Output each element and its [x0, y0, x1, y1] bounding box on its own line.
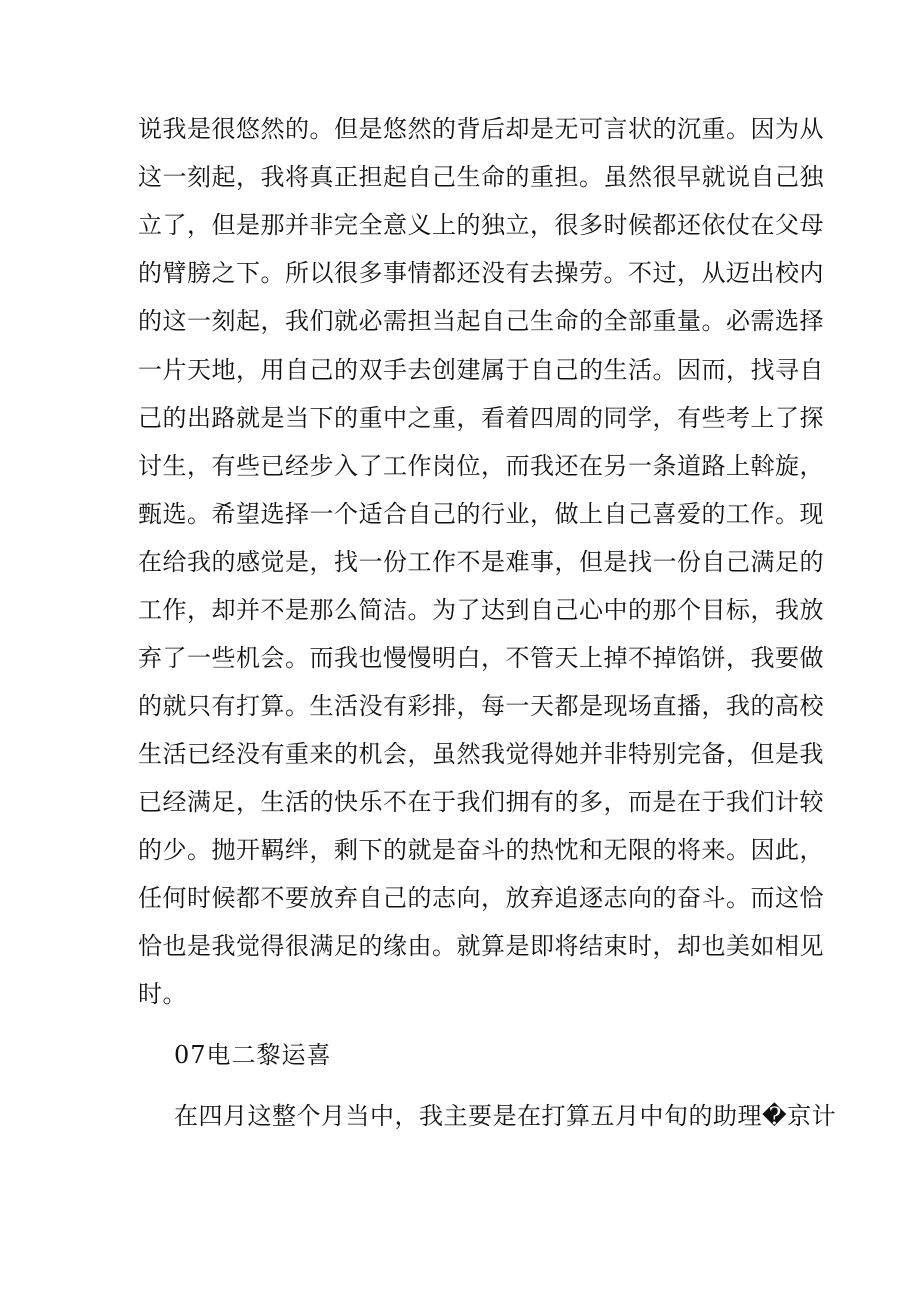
text-line: 任何时候都不要放弃自己的志向，放弃追逐志向的奋斗。而这恰 — [138, 884, 824, 912]
author-heading: 07电二黎运喜 — [174, 1041, 332, 1069]
text-line: 时。 — [138, 980, 187, 1008]
text-line: 已经满足，生活的快乐不在于我们拥有的多，而是在于我们计较 — [138, 788, 824, 816]
text-line: 这一刻起，我将真正担起自己生命的重担。虽然很早就说自己独 — [138, 163, 824, 191]
text-line: 在给我的感觉是，找一份工作不是难事，但是找一份自己满足的 — [138, 548, 824, 576]
text-line: 生活已经没有重来的机会，虽然我觉得她并非特别完备，但是我 — [138, 740, 824, 768]
text-line: 一片天地，用自己的双手去创建属于自己的生活。因而，找寻自 — [138, 356, 824, 384]
text-line: 立了，但是那并非完全意义上的独立，很多时候都还依仗在父母 — [138, 211, 824, 239]
text-line: 甄选。希望选择一个适合自己的行业，做上自己喜爱的工作。现 — [138, 500, 824, 528]
text-line: 己的出路就是当下的重中之重，看着四周的同学，有些考上了探 — [138, 404, 824, 432]
text-line: 讨生，有些已经步入了工作岗位，而我还在另一条道路上斡旋， — [138, 452, 824, 480]
text-line: 说我是很悠然的。但是悠然的背后却是无可言状的沉重。因为从 — [138, 115, 824, 143]
text-line: 恰也是我觉得很满足的缘由。就算是即将结束时，却也美如相见 — [138, 932, 824, 960]
text-line: 的就只有打算。生活没有彩排，每一天都是现场直播，我的高校 — [138, 692, 824, 720]
text-line: 的臂膀之下。所以很多事情都还没有去操劳。不过，从迈出校内 — [138, 259, 824, 287]
text-line: 在四月这整个月当中，我主要是在打算五月中旬的助理�京计 — [174, 1102, 837, 1130]
text-line: 的少。抛开羁绊，剩下的就是奋斗的热忱和无限的将来。因此， — [138, 836, 824, 864]
text-line: 工作，却并不是那么简洁。为了达到自己心中的那个目标，我放 — [138, 596, 824, 624]
text-line: 的这一刻起，我们就必需担当起自己生命的全部重量。必需选择 — [138, 307, 824, 335]
text-line: 弃了一些机会。而我也慢慢明白，不管天上掉不掉馅饼，我要做 — [138, 644, 824, 672]
